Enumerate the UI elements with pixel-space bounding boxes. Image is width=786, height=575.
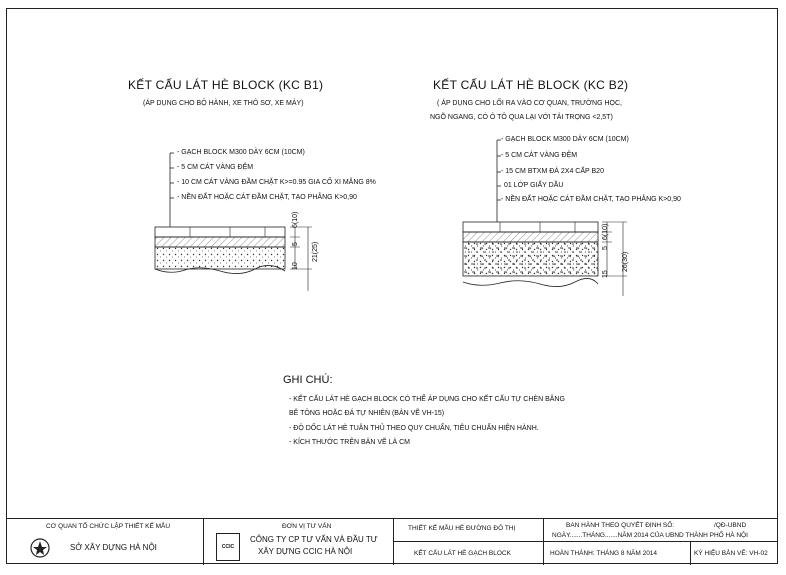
- b1-dim-a: 6(10): [292, 211, 299, 228]
- b2-title: KẾT CẤU LÁT HÈ BLOCK (KC B2): [433, 78, 629, 92]
- hanoi-emblem-icon: [30, 537, 50, 559]
- org-name: SỞ XÂY DỰNG HÀ NỘI: [70, 543, 157, 552]
- org-cell: [6, 519, 204, 565]
- b2-layer-1: - GẠCH BLOCK M300 DÀY 6CM (10CM): [501, 136, 629, 143]
- project-name: THIẾT KẾ MẪU HÈ ĐƯỜNG ĐÔ THỊ: [408, 525, 516, 532]
- decision-line-1: BAN HÀNH THEO QUYẾT ĐỊNH SỐ:: [566, 522, 675, 529]
- b1-subtitle: (ÁP DỤNG CHO BỘ HÀNH, XE THÔ SƠ, XE MÁY): [143, 100, 304, 107]
- consult-label: ĐƠN VỊ TƯ VẤN: [282, 523, 332, 530]
- b1-dim-b: 5: [292, 242, 299, 246]
- project-cell: [394, 519, 544, 565]
- sheet-code: KÝ HIỆU BẢN VẼ: VH-02: [694, 550, 768, 557]
- drawing-frame: [6, 8, 778, 564]
- b2-layer-3: - 15 CM BTXM ĐÁ 2X4 CẤP B20: [501, 168, 604, 175]
- b2-dim-b: 5: [602, 246, 609, 250]
- completion-date: HOÀN THÀNH: THÁNG 8 NĂM 2014: [550, 550, 658, 557]
- b2-subtitle-1: ( ÁP DỤNG CHO LỐI RA VÀO CƠ QUAN, TRƯỜNG HỌC,: [437, 100, 622, 107]
- consult-name-1: CÔNG TY CP TƯ VẤN VÀ ĐẦU TƯ: [250, 535, 378, 544]
- b1-dim-total: 21(25): [312, 241, 319, 262]
- note-line-1: - KẾT CẤU LÁT HÈ GẠCH BLOCK CÓ THỂ ÁP DỤNG CHO KẾT CẤU TỰ CHÈN BẰNG: [289, 396, 565, 403]
- b1-layer-1: - GẠCH BLOCK M300 DÀY 6CM (10CM): [177, 149, 305, 156]
- b2-subtitle-2: NGÕ NGANG, CÓ Ô TÔ QUA LẠI VỚI TẢI TRỌNG <2,5T): [430, 114, 613, 121]
- note-line-3: - ĐỘ DỐC LÁT HÈ TUÂN THỦ THEO QUY CHUẨN, TIÊU CHUẨN HIỆN HÀNH.: [289, 425, 539, 432]
- b2-dim-c: 15: [602, 270, 609, 278]
- b2-dim-a: 6(10): [602, 223, 609, 240]
- b1-layer-4: - NỀN ĐẤT HOẶC CÁT ĐẦM CHẶT, TẠO PHẲNG K>0,90: [177, 194, 357, 201]
- b2-dim-total: 26(30): [622, 251, 629, 272]
- consult-name-2: XÂY DỰNG CCIC HÀ NỘI: [258, 547, 353, 556]
- org-label: CƠ QUAN TỔ CHỨC LẬP THIẾT KẾ MẪU: [46, 523, 171, 530]
- note-line-4: - KÍCH THƯỚC TRÊN BẢN VẼ LÀ CM: [289, 439, 411, 446]
- ccic-logo: CCIC: [216, 533, 240, 561]
- decision-cell: [544, 519, 778, 565]
- b1-layer-2: - 5 CM CÁT VÀNG ĐỆM: [177, 164, 254, 171]
- drawing-name: KẾT CẤU LÁT HÈ GẠCH BLOCK: [414, 550, 511, 557]
- decision-line-2: NGÀY.......THÁNG.......NĂM 2014 CỦA UBND THÀNH PHỐ HÀ NỘI: [552, 532, 748, 539]
- b1-layer-3: - 10 CM CÁT VÀNG ĐẦM CHẶT K>=0.95 GIA CỐ XI MĂNG 8%: [177, 179, 376, 186]
- b2-section-drawing: [455, 134, 645, 304]
- decision-number: /QĐ-UBND: [714, 522, 747, 529]
- consult-cell: [204, 519, 394, 565]
- note-line-2: BÊ TÔNG HOẶC ĐÁ TỰ NHIÊN (BẢN VẼ VH-15): [289, 410, 445, 417]
- b1-title: KẾT CẤU LÁT HÈ BLOCK (KC B1): [128, 78, 324, 92]
- b1-dim-c: 10: [292, 262, 299, 270]
- b2-layer-5: - NỀN ĐẤT HOẶC CÁT ĐẦM CHẶT, TẠO PHẲNG K>0,90: [501, 196, 681, 203]
- notes-heading: GHI CHÚ:: [283, 374, 333, 386]
- title-block: [6, 518, 778, 565]
- b2-layer-2: - 5 CM CÁT VÀNG ĐỆM: [501, 152, 578, 159]
- b2-layer-4: 01 LỚP GIẤY DẦU: [504, 182, 564, 189]
